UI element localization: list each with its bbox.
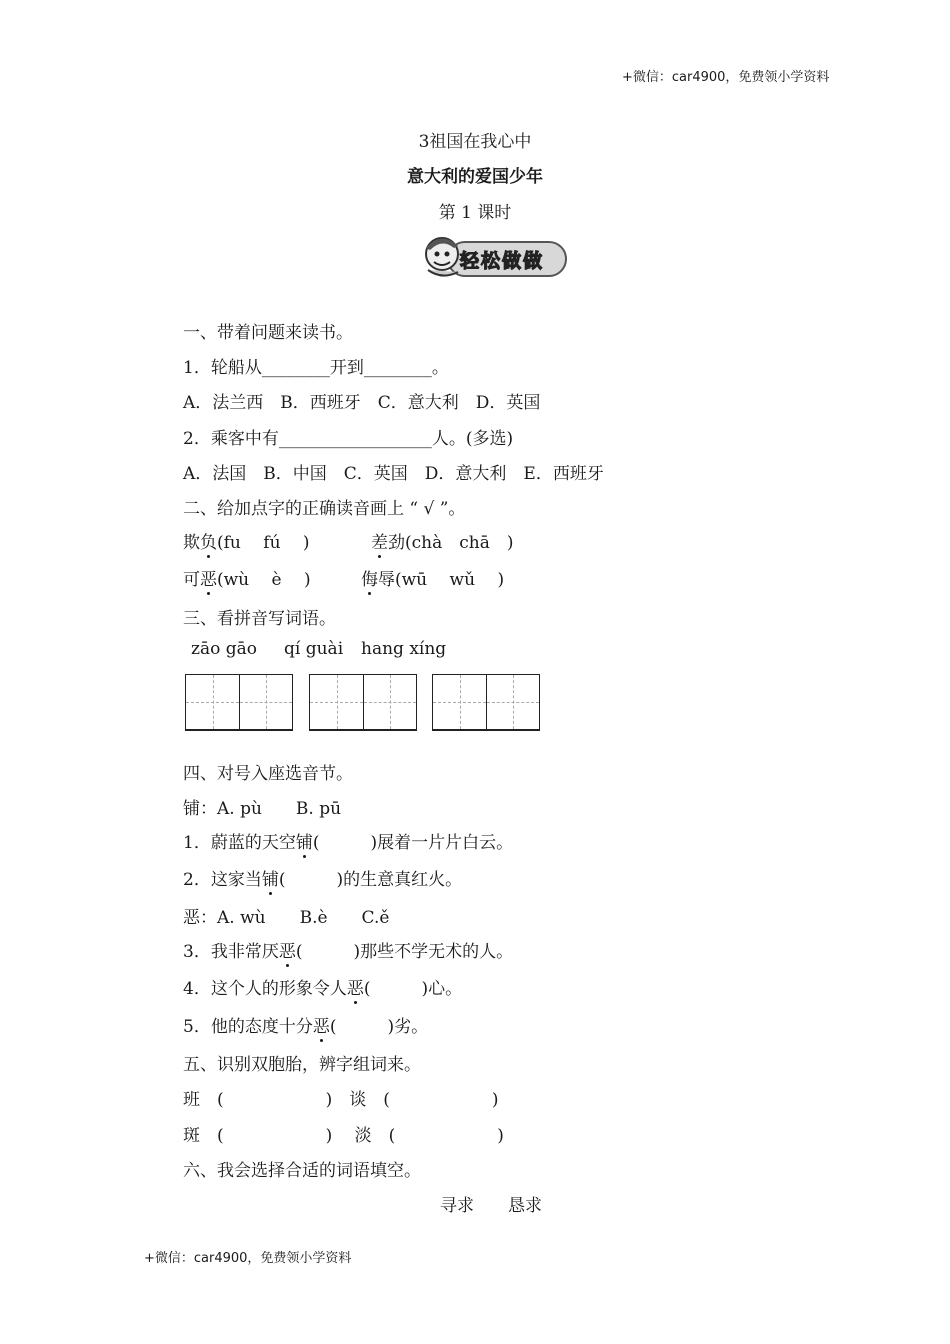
s4-e-label: 恶：A. wù B.è C.ě	[183, 908, 390, 928]
s1-q1: 1．轮船从________开到________。	[183, 358, 449, 378]
writing-grid-1[interactable]	[185, 674, 293, 731]
unit-title: 3祖国在我心中	[418, 132, 532, 152]
period-title: 第 1 课时	[438, 203, 512, 223]
writing-grid-3[interactable]	[432, 674, 540, 731]
s4-q1: 1．蔚蓝的天空铺( )展着一片片白云。	[183, 828, 513, 853]
s4-pu-label: 铺：A. pù B. pū	[183, 799, 342, 819]
s5-row1: 班 ( ) 谈 ( )	[183, 1090, 499, 1110]
footer-note: +微信：car4900，免费领小学资料	[144, 1251, 352, 1266]
badge-text: 轻松做做	[460, 250, 545, 272]
pinyin-3: hang xíng	[361, 639, 447, 659]
s2-item-wuru: 侮辱(wū wǔ )	[361, 565, 504, 590]
s1-heading: 一、带着问题来读书。	[183, 323, 353, 343]
s6-heading: 六、我会选择合适的词语填空。	[183, 1161, 421, 1181]
s2-item-kewu: 可恶(wù è )	[183, 565, 311, 590]
s4-q5: 5．他的态度十分恶( )劣。	[183, 1012, 428, 1037]
pinyin-2: qí guài	[284, 639, 344, 659]
s4-q4: 4．这个人的形象令人恶( )心。	[183, 974, 462, 999]
s3-heading: 三、看拼音写词语。	[183, 609, 336, 629]
header-note: +微信：car4900，免费领小学资料	[622, 70, 830, 85]
pinyin-1: zāo gāo	[191, 639, 257, 659]
s2-item-qifu: 欺负(fu fú )	[183, 528, 310, 553]
easy-practice-badge	[418, 232, 568, 280]
s6-word-choices: 寻求 恳求	[440, 1196, 542, 1216]
s2-heading: 二、给加点字的正确读音画上 “ √ ”。	[183, 499, 466, 519]
s4-q3: 3．我非常厌恶( )那些不学无术的人。	[183, 937, 513, 962]
s1-q1-options: A．法兰西 B．西班牙 C．意大利 D．英国	[183, 393, 541, 413]
s1-q2: 2．乘客中有__________________人。(多选)	[183, 429, 514, 449]
s5-heading: 五、识别双胞胎，辨字组词来。	[183, 1055, 421, 1075]
s4-q2: 2．这家当铺( )的生意真红火。	[183, 865, 462, 890]
s2-item-chajin: 差劲(chà chā )	[371, 528, 513, 553]
lesson-title: 意大利的爱国少年	[407, 167, 543, 187]
writing-grid-2[interactable]	[309, 674, 417, 731]
s4-heading: 四、对号入座选音节。	[183, 764, 353, 784]
s5-row2: 斑 ( ) 淡 ( )	[183, 1126, 504, 1146]
s1-q2-options: A．法国 B．中国 C．英国 D．意大利 E．西班牙	[183, 464, 604, 484]
